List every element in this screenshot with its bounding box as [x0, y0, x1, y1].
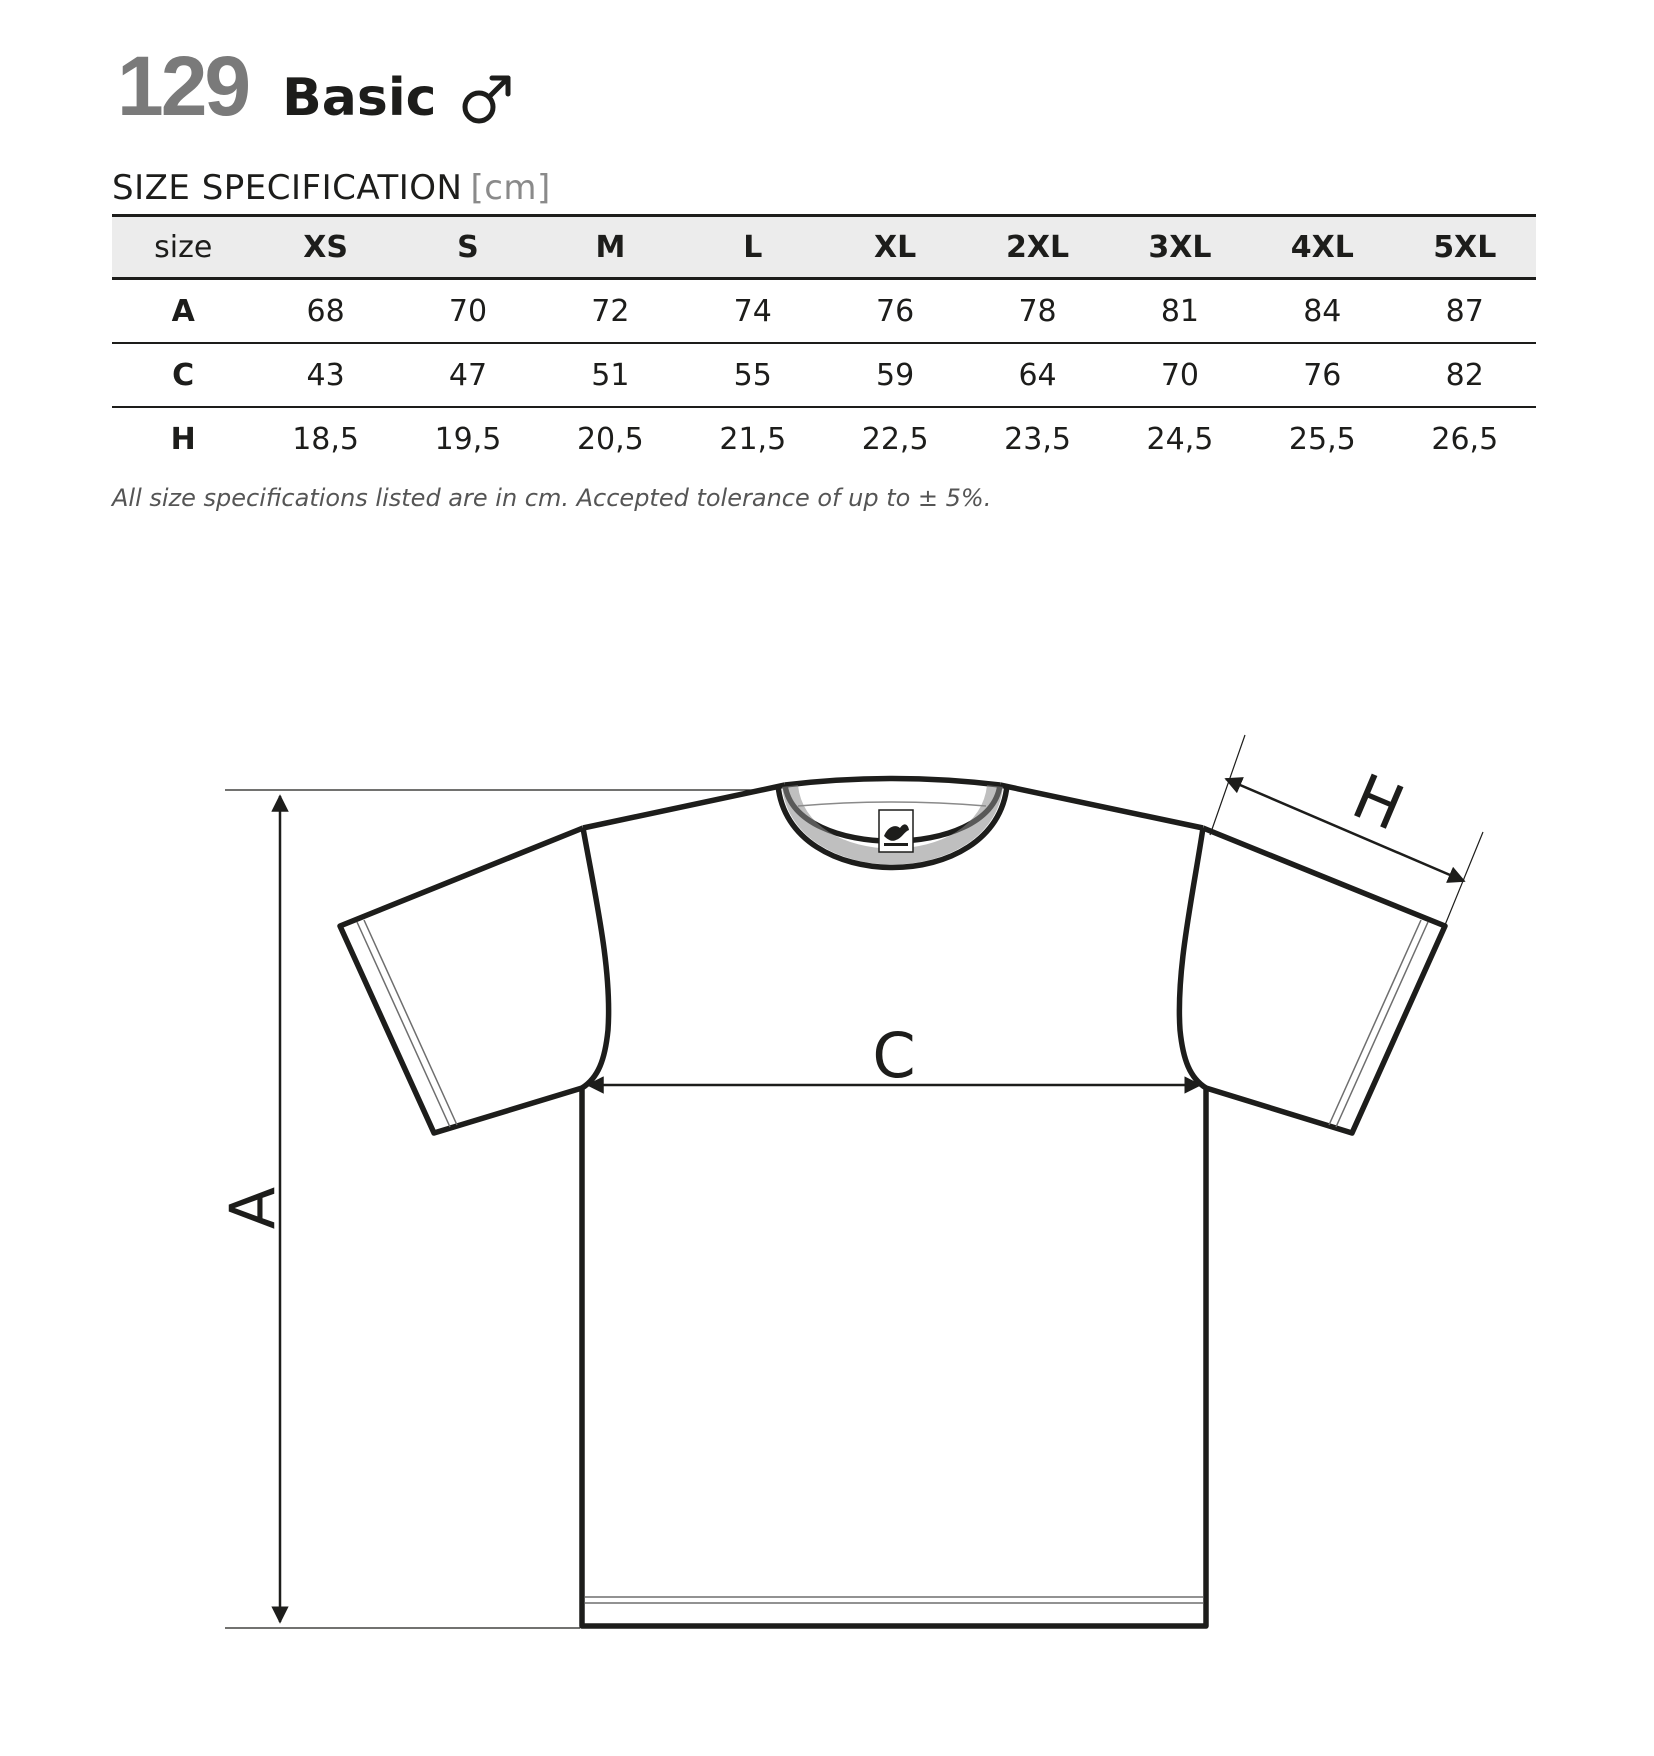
table-cell: 25,5 [1288, 421, 1356, 457]
row-label: C [112, 343, 254, 407]
size-header-cell: M [539, 216, 681, 279]
row-label: H [170, 421, 196, 457]
table-cell: 70 [1109, 343, 1251, 407]
table-cell: 68 [254, 279, 396, 344]
brand-tag-icon [879, 810, 913, 852]
size-header-cell: 4XL [1251, 216, 1393, 279]
table-cell: 84 [1251, 279, 1393, 344]
label-h: H [1342, 759, 1415, 845]
table-cell: 59 [824, 343, 966, 407]
table-cell: 87 [1394, 279, 1536, 344]
table-cell: 43 [254, 343, 396, 407]
left-sleeve-stitch [357, 922, 450, 1127]
table-cell: 19,5 [434, 421, 502, 457]
left-sleeve-stitch [364, 920, 457, 1125]
size-header-cell: XS [254, 216, 396, 279]
right-sleeve [1203, 828, 1445, 1133]
table-cell: 76 [824, 279, 966, 344]
table-cell: 47 [397, 343, 539, 407]
table-cell: 26,5 [1431, 421, 1499, 457]
size-header-cell: XL [824, 216, 966, 279]
table-cell: 64 [966, 343, 1108, 407]
table-cell: 74 [682, 279, 824, 344]
spec-title-text: SIZE SPECIFICATION [112, 168, 463, 208]
table-cell: 78 [966, 279, 1108, 344]
table-cell: 24,5 [1146, 421, 1214, 457]
right-sleeve-stitch [1329, 920, 1421, 1125]
h-right-extension-line [1445, 832, 1483, 925]
label-a: A [216, 1186, 289, 1230]
table-cell: 81 [1109, 279, 1251, 344]
size-header-cell: 2XL [966, 216, 1108, 279]
model-name: Basic [282, 68, 437, 128]
size-header-cell: S [397, 216, 539, 279]
table-cell: 76 [1251, 343, 1393, 407]
table-cell: 18,5 [292, 421, 359, 457]
left-shoulder [583, 785, 785, 828]
table-cell: 21,5 [719, 421, 787, 457]
size-column-header: size [112, 216, 254, 279]
table-cell: 51 [539, 343, 681, 407]
right-shoulder [1000, 785, 1203, 828]
table-cell: 70 [397, 279, 539, 344]
row-label: A [112, 279, 254, 344]
table-cell: 20,5 [576, 421, 644, 457]
table-cell: 55 [682, 343, 824, 407]
table-cell: 22,5 [861, 421, 929, 457]
label-c: C [872, 1019, 916, 1092]
size-header-cell: 3XL [1109, 216, 1251, 279]
model-number: 129 [117, 39, 249, 133]
tshirt-outline [340, 785, 1445, 1626]
tshirt-body [582, 828, 1206, 1626]
table-cell: 72 [539, 279, 681, 344]
size-header-cell: 5XL [1394, 216, 1536, 279]
size-header-cell: L [682, 216, 824, 279]
h-dimension-line [1226, 779, 1464, 881]
right-sleeve-stitch [1336, 922, 1428, 1127]
table-cell: 82 [1394, 343, 1536, 407]
table-cell: 23,5 [1004, 421, 1071, 457]
left-sleeve [340, 828, 583, 1133]
spec-unit: [cm] [470, 168, 551, 208]
tolerance-note: All size specifications listed are in cm. Accepted tolerance of up to ± 5%. [112, 484, 992, 512]
